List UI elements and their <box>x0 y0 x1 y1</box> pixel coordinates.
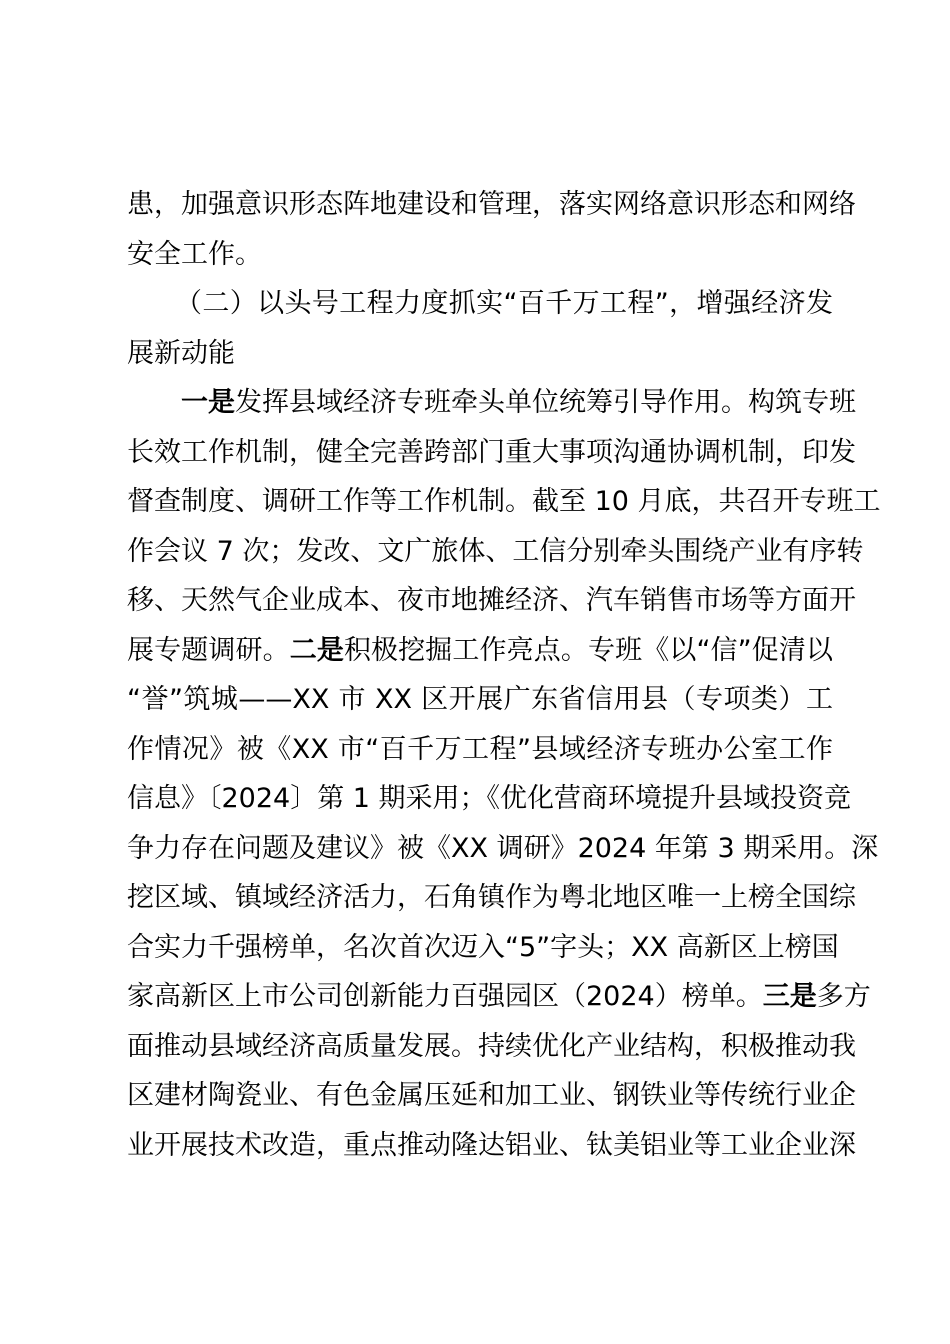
text-line-13: 信息》〔2024〕第 1 期采用；《优化营商环境提升县域投资竞 <box>127 783 852 814</box>
text-line-2: 安全工作。 <box>127 238 262 270</box>
section-heading-line-2: 展新动能 <box>127 337 235 369</box>
text-line-14: 争力存在问题及建议》被《XX 调研》2024 年第 3 期采用。深 <box>127 832 879 864</box>
text-line-8: 作会议 7 次；发改、文广旅体、工信分别牵头围绕产业有序转 <box>127 535 864 567</box>
text-line-11: “誉”筑城——XX 市 XX 区开展广东省信用县（专项类）工 <box>127 684 833 715</box>
text-line-12: 作情况》被《XX 市“百千万工程”县域经济专班办公室工作 <box>127 733 833 765</box>
text-line-10: 展专题调研。二是积极挖掘工作亮点。专班《以“信”促清以 <box>127 634 834 666</box>
text-line-7: 督查制度、调研工作等工作机制。截至 10 月底，共召开专班工 <box>127 486 881 517</box>
text-line-19: 区建材陶瓷业、有色金属压延和加工业、钢铁业等传统行业企 <box>127 1080 856 1111</box>
text-line-15: 挖区域、镇域经济活力，石角镇作为粤北地区唯一上榜全国综 <box>127 882 856 913</box>
text-line-18: 面推动县域经济高质量发展。持续优化产业结构，积极推动我 <box>127 1030 856 1062</box>
text-line-17: 家高新区上市公司创新能力百强园区（2024）榜单。三是多方 <box>127 981 871 1012</box>
text-line-6: 长效工作机制，健全完善跨部门重大事项沟通协调机制，印发 <box>127 436 856 468</box>
text-line-5: 一是发挥县域经济专班牵头单位统筹引导作用。构筑专班 <box>181 387 856 418</box>
text-line-16: 合实力千强榜单，名次首次迈入“5”字头；XX 高新区上榜国 <box>127 931 839 963</box>
text-line-20: 业开展技术改造，重点推动隆达铝业、钛美铝业等工业企业深 <box>127 1129 856 1161</box>
ordinal-marker: 一是 <box>181 387 235 418</box>
ordinal-marker: 三是 <box>762 981 817 1012</box>
text-line-1: 患，加强意识形态阵地建设和管理，落实网络意识形态和网络 <box>127 189 856 220</box>
ordinal-marker: 二是 <box>289 634 344 666</box>
text-line-9: 移、天然气企业成本、夜市地摊经济、汽车销售市场等方面开 <box>127 585 856 616</box>
body-text <box>127 180 881 1170</box>
section-heading-line-1: （二）以头号工程力度抓实“百千万工程”，增强经济发 <box>175 288 833 319</box>
